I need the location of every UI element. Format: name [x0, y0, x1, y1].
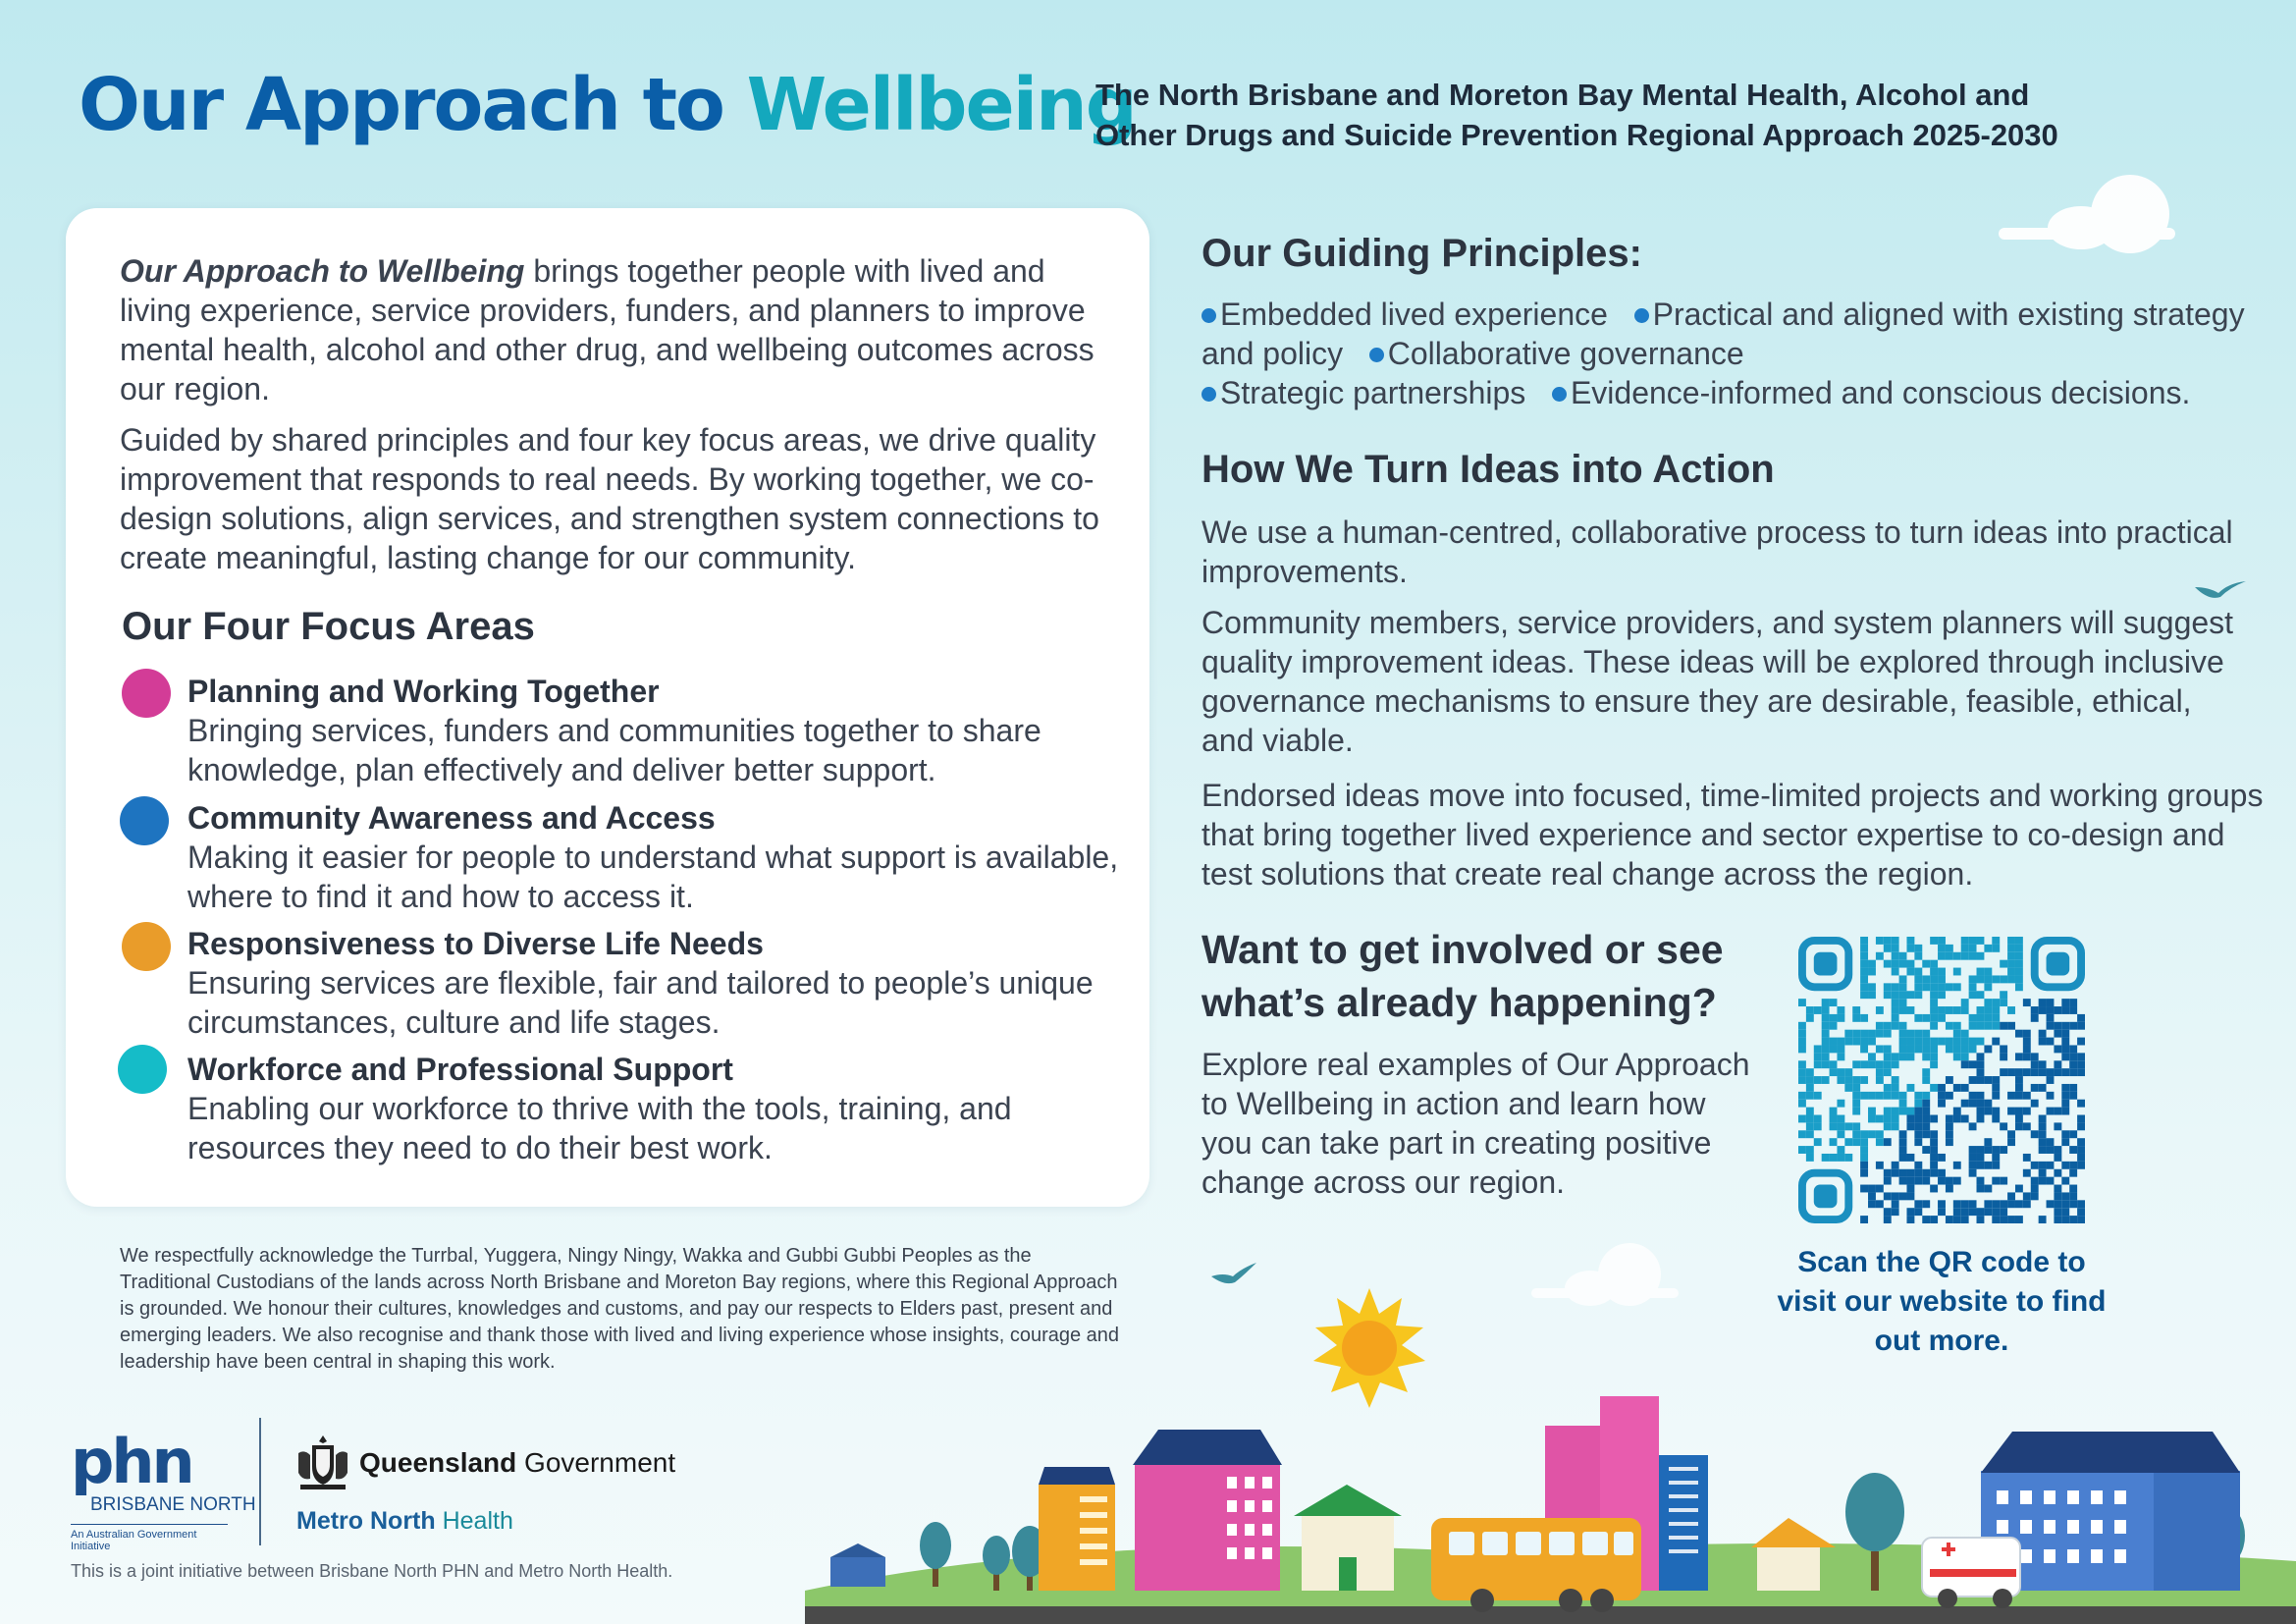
metro-bold: Metro North — [296, 1507, 436, 1535]
cloud-icon — [1531, 1243, 1679, 1306]
metro-north-health-logo — [296, 1507, 513, 1536]
phn-initiative: An Australian Government Initiative — [71, 1524, 228, 1552]
intro-lead: Our Approach to Wellbeing — [120, 253, 525, 289]
page-title — [79, 63, 1136, 147]
logo-divider — [259, 1418, 261, 1545]
focus-dot-workforce — [118, 1045, 167, 1094]
phn-logo — [71, 1426, 256, 1552]
focus-desc-workforce: Enabling our workforce to thrive with the tools, training, and resources they need to do their best work. — [187, 1091, 1012, 1165]
qld-rest: Government — [516, 1447, 676, 1478]
sun-icon — [1313, 1288, 1425, 1408]
focus-desc-community: Making it easier for people to understand what support is available, where to find it and how to access it. — [187, 839, 1119, 914]
guiding-principles-heading: Our Guiding Principles: — [1201, 232, 1642, 275]
cloud-icon — [1999, 175, 2175, 253]
principle-item: Embedded lived experience — [1220, 297, 1608, 332]
intro-text: brings together people with lived and living experience, service providers, funders, and planners to improve mental health, alcohol and other drug, and wellbeing outcomes across our region. — [120, 253, 1095, 406]
focus-areas-heading: Our Four Focus Areas — [122, 605, 535, 648]
page-subtitle — [1095, 75, 2077, 155]
bullet-icon — [1634, 308, 1649, 323]
queensland-government-logo — [294, 1432, 675, 1479]
focus-desc-responsiveness: Ensuring services are flexible, fair and tailored to people’s unique circumstances, culture and life stages. — [187, 965, 1094, 1040]
get-involved-text: Explore real examples of Our Approach to Wellbeing in action and learn how you can take part in creating positive change across our region. — [1201, 1047, 1750, 1200]
bird-icon — [1211, 1263, 1256, 1283]
get-involved-heading: Want to get involved or see what’s already happening? — [1201, 927, 1724, 1025]
ideas-heading: How We Turn Ideas into Action — [1201, 448, 1775, 491]
bullet-icon — [1201, 308, 1216, 323]
principle-item: Collaborative governance — [1387, 336, 1744, 371]
principle-item: Practical and aligned with existing strategy and policy — [1201, 297, 2245, 371]
focus-title-workforce: Workforce and Professional Support — [187, 1052, 733, 1087]
ambulance-icon — [1922, 1538, 2020, 1608]
focus-dot-planning — [122, 669, 171, 718]
bullet-icon — [1552, 387, 1567, 402]
focus-title-community: Community Awareness and Access — [187, 800, 716, 836]
focus-dot-community — [120, 796, 169, 845]
intro-paragraph-2: Guided by shared principles and four key focus areas, we drive quality improvement that responds to real needs. By working together, we co-design solutions, align services, and strengthen system connections to create meaningful, lasting change for our community. — [120, 422, 1099, 575]
qld-bold: Queensland — [359, 1447, 517, 1478]
tree-icon — [920, 1473, 2245, 1591]
focus-title-planning: Planning and Working Together — [187, 674, 660, 709]
bullet-icon — [1201, 387, 1216, 402]
phn-wordmark: phn — [71, 1426, 192, 1497]
ideas-paragraph-2: Community members, service providers, and system planners will suggest quality improvement ideas. These ideas will be explored through inclusive governance mechanisms to ensure they are desirable, feasible, ethical, and viable. — [1201, 605, 2234, 758]
coat-of-arms-icon — [294, 1432, 351, 1492]
bullet-icon — [1369, 348, 1384, 362]
phn-subtitle: BRISBANE NORTH — [90, 1494, 256, 1515]
subtitle-line-1: The North Brisbane and Moreton Bay Mental Health, Alcohol and — [1095, 78, 2030, 112]
ideas-paragraph-1: We use a human-centred, collaborative process to turn ideas into practical improvements. — [1201, 514, 2233, 589]
qr-caption: Scan the QR code to visit our website to find out more. — [1777, 1246, 2107, 1357]
focus-title-responsiveness: Responsiveness to Diverse Life Needs — [187, 926, 764, 961]
acknowledgement-of-country: We respectfully acknowledge the Turrbal, Yuggera, Ningy Ningy, Wakka and Gubbi Gubbi Peoples as the Traditional Custodians of the lands across North Brisbane and Moreton Bay regions, where this Regional Approach is grounded. We honour their cultures, knowledges and customs, and pay our respects to Elders past, present and emerging leaders. We also recognise and thank those with lived and living experience whose insights, courage and leadership have been central in shaping this work. — [120, 1245, 1120, 1373]
guiding-principles-list — [1201, 295, 2271, 412]
intro-paragraph-1 — [120, 251, 1121, 408]
subtitle-line-2: Other Drugs and Suicide Prevention Regional Approach 2025-2030 — [1095, 118, 2058, 152]
principle-item: Strategic partnerships — [1220, 375, 1526, 410]
ideas-paragraph-3: Endorsed ideas move into focused, time-limited projects and working groups that bring together lived experience and sector expertise to co-design and test solutions that create real change across the region. — [1201, 778, 2264, 892]
title-part-2: Wellbeing — [746, 63, 1136, 147]
metro-rest: Health — [435, 1507, 513, 1535]
principle-item: Evidence-informed and conscious decisions. — [1570, 375, 2191, 410]
focus-dot-responsiveness — [122, 922, 171, 971]
title-part-1: Our Approach to — [79, 63, 747, 147]
joint-initiative-note: This is a joint initiative between Brisbane North PHN and Metro North Health. — [71, 1561, 673, 1581]
qr-code[interactable] — [1798, 937, 2085, 1223]
queensland-government-name — [359, 1447, 675, 1479]
focus-desc-planning: Bringing services, funders and communities together to share knowledge, plan effectively and deliver better support. — [187, 713, 1041, 787]
